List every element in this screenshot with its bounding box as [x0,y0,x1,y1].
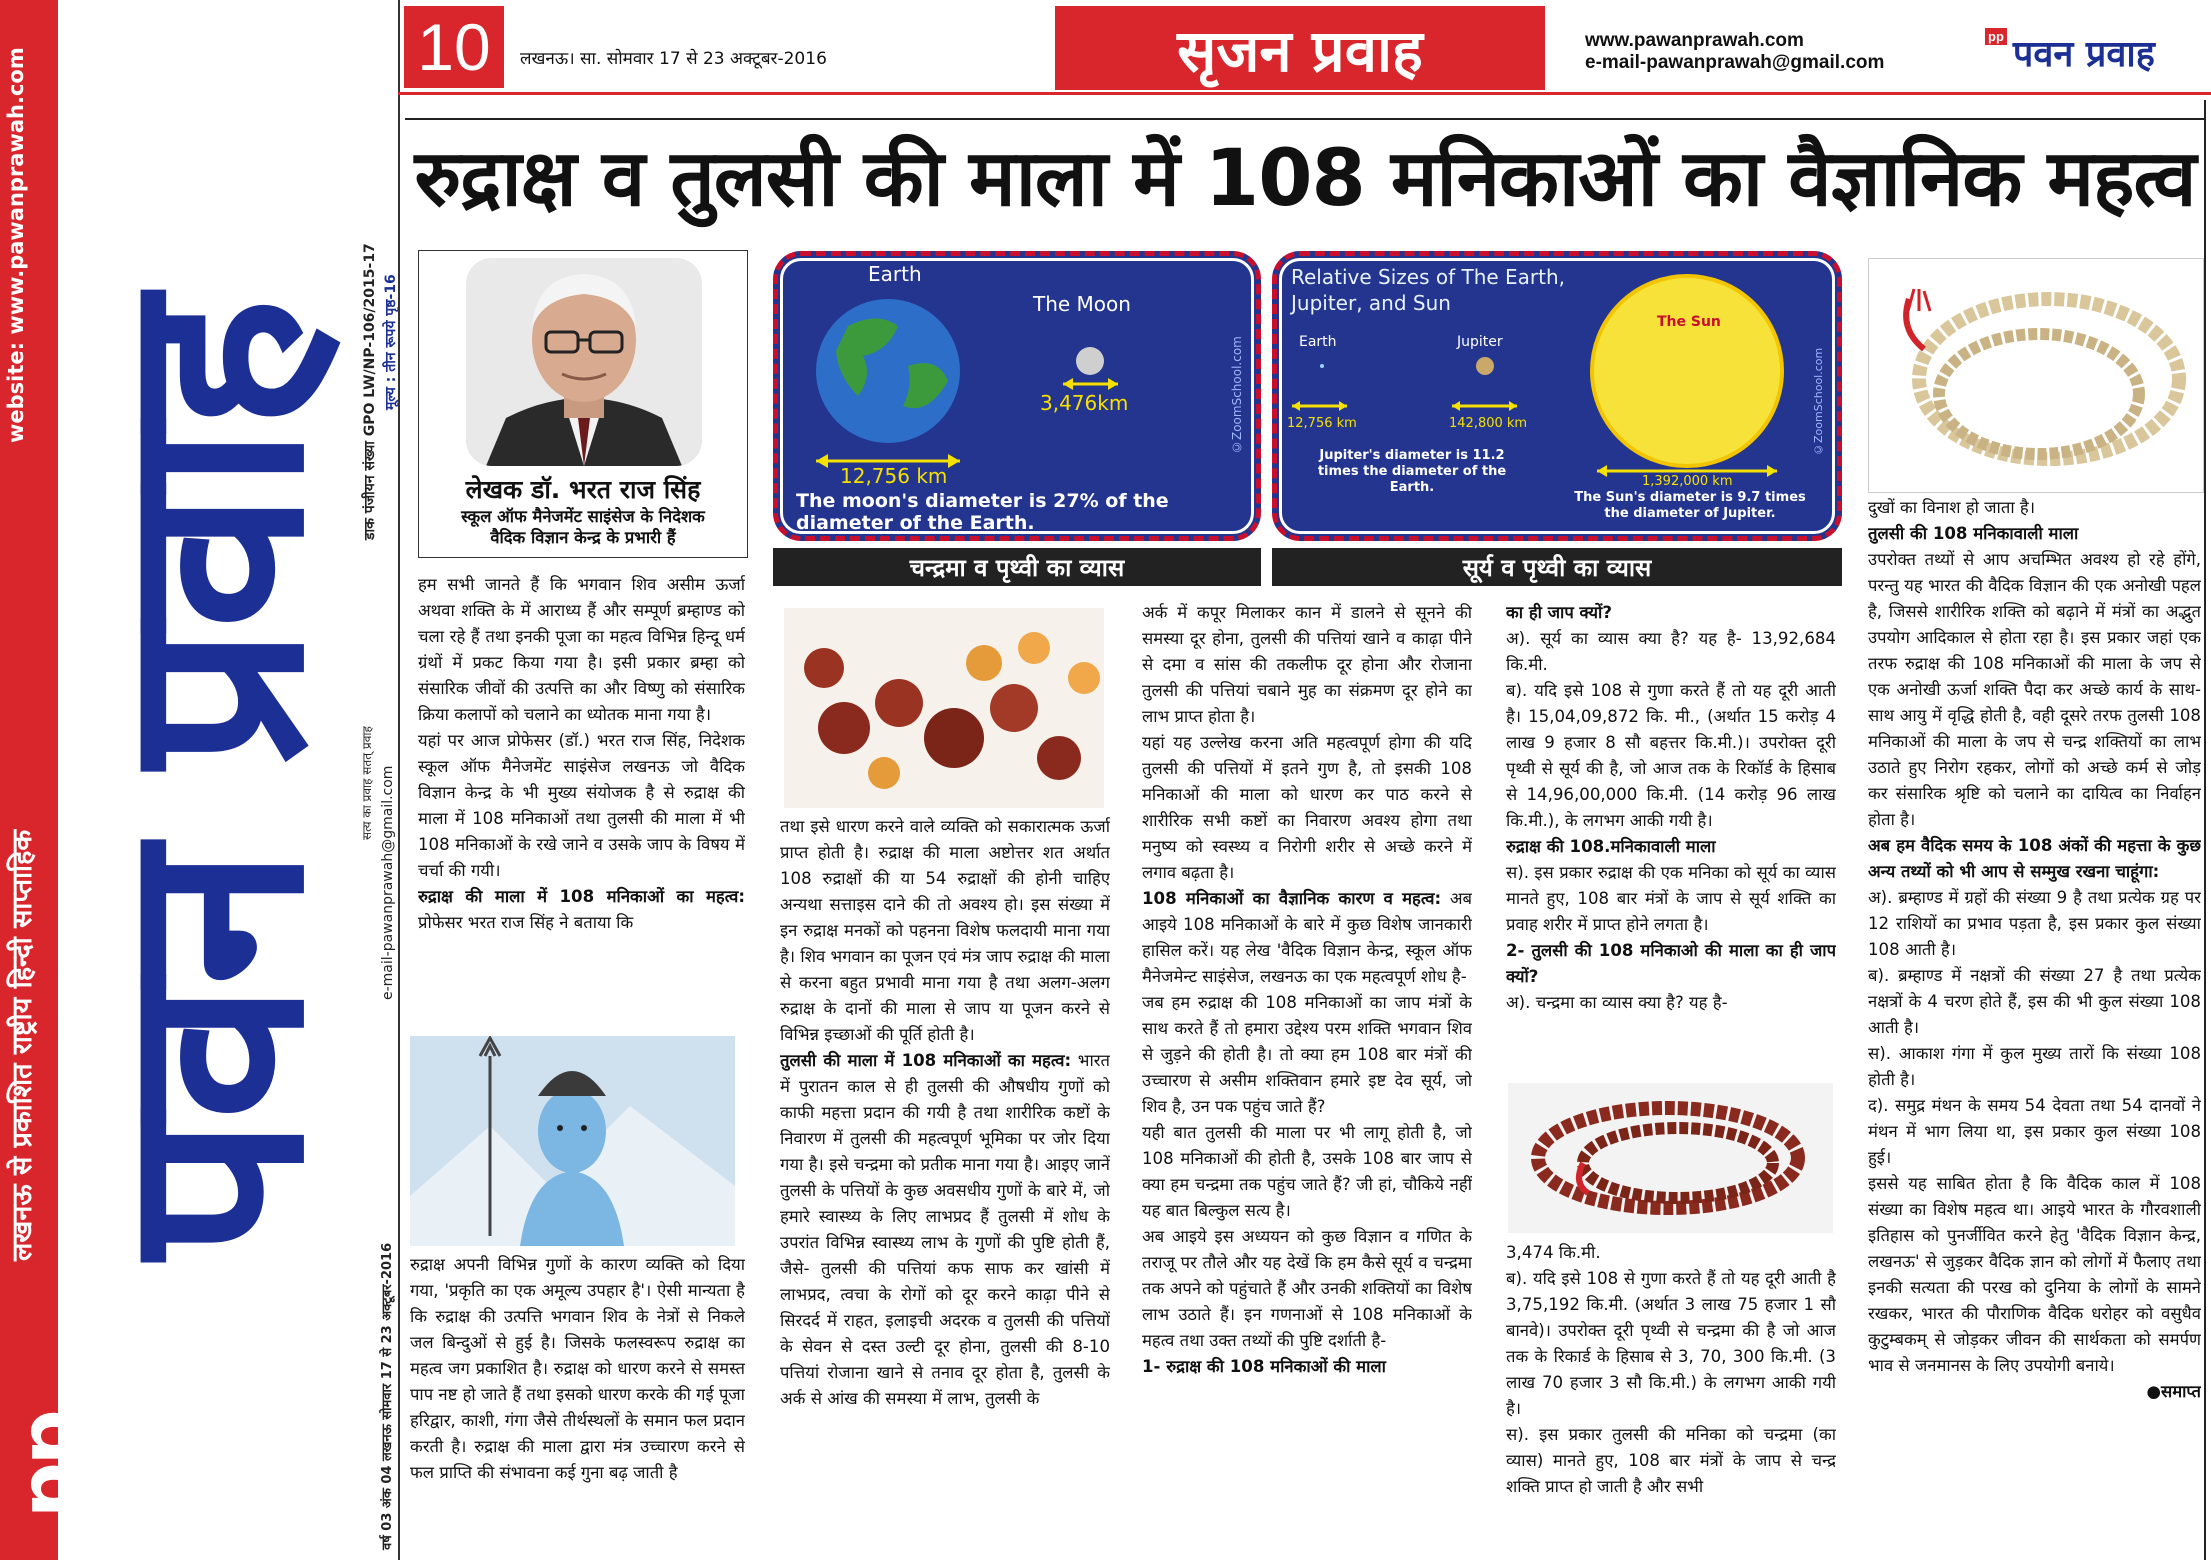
masthead-motto: सत्य का प्रवाह सतत् प्रवाह [359,726,374,840]
shiva-illustration [410,1036,735,1246]
col4-para-3: स). इस प्रकार रुद्राक्ष की एक मनिका को सूर्य का व्यास मानते हुए, 108 बार मंत्रों के जाप से सूर्य शक्ति का प्रवाह शरीर में प्राप्त होने लगता है। [1506,863,1836,934]
col5-para-6: द). समुद्र मंथन के समय 54 देवता तथा 54 दानवों ने मंथन में भाग लिया था, इस प्रकार कुल संख्या 108 हुई। [1868,1096,2201,1167]
page-number: 10 [404,6,504,88]
masthead-registration: डाक पंजीयन संख्या GPO LW/NP-106/2015-17 [361,243,378,540]
tulsi-mala-image [1868,258,2204,493]
credit-1: ©ZoomSchool.com [1230,336,1244,454]
col5-end-mark: ●समाप्त [2146,1382,2201,1401]
section-title: सृजन प्रवाह [1055,6,1545,90]
col5-para-4: ब). ब्रम्हाण्ड में नक्षत्रों की संख्या 27 है तथा प्रत्येक नक्षत्रों के 4 चरण होते हैं, इस की भी कुल संख्या 108 आती है। [1868,966,2201,1037]
col4-para-5: 3,474 कि.मी. [1506,1243,1601,1262]
col3-para-4: जब हम रुद्राक्ष की 108 मनिकाओं का जाप मंत्रों के साथ करते हैं तो हमारा उद्देश्य परम शक्ति भगवान शिव से जुड़ने की होती है। तो क्या हम 108 बार मंत्रों की उच्चारण से असीम शक्तिवान हमारे इष्ट देव सूर्य, जो शिव है, उन पक पहुंच जाते हैं? [1142,993,1472,1116]
masthead-website: website: www.pawanprawah.com [4,47,28,443]
col5-para-7: इससे यह साबित होता है कि वैदिक काल में 108 संख्या का विशेष महत्व था। आइये भारत के गौरवशाली इतिहास को पुनर्जीवित करने हेतु 'वैदिक विज्ञान केन्द्र, लखनऊ' से जुड़कर वैदिक ज्ञान को लोगों में फैलाए तथा इनकी सत्यता की परख को दुनिया के लोगों के सामने रखकर, भारत की पौराणिक वैदिक धरोहर को वसुधैव कुटुम्बकम् से जोड़कर जीवन की सार्थकता को समर्पण भाव से जनमानस के लिए उपयोगी बनाये। [1868,1174,2201,1375]
author-portrait-image [466,258,702,466]
tulsi-beads-illustration [1869,259,2204,493]
col5-para-2: उपरोक्त तथ्यों से आप अचम्भित अवश्य हो रहे होंगे, परन्तु यह भारत की वैदिक विज्ञान की एक अनोखी पहल है, जिससे शारीरिक शक्ति को बढ़ाने में मंत्रों का अद्भुत उपयोग आदिकाल से होता रहा है। इस प्रकार जहां एक तरफ रुद्राक्ष की 108 मनिकाओं की माला के जप से एक अनोखी ऊर्जा शक्ति पैदा कर अच्छे कार्य के साथ-साथ आयु में वृद्धि होती है, वही दूसरे तरफ तुलसी 108 मनिकाओं की माला के जप से चन्द्र शक्तियों का लाभ उठाते हुए निरोग रहकर, लोगों को अच्छे कर्म से जोड़ कर संसारिक श्रृष्टि को चलाने का दायित्व का निर्वाहन होता है। [1868,550,2201,829]
col2-subhead-1: तुलसी की माला में 108 मनिकाओं का महत्व: [780,1051,1072,1070]
label-earth-diameter: 12,756 km [840,464,948,488]
col3-para-5: यही बात तुलसी की माला पर भी लागू होती है, जो 108 मनिकाओं की होती है, उसके 108 बार जाप से क्या हम चन्द्रमा तक पहुंच जाते हैं? जी हां, चौकिये नहीं यह बात बिल्कुल सत्य है। [1142,1123,1472,1220]
fig2-jupiter-diameter: 142,800 km [1449,416,1528,431]
masthead-email: e-mail-pawanprawah@gmail.com [380,765,396,1000]
masthead-tagline: लखनऊ से प्रकाशित राष्ट्रीय हिन्दी साप्ताहिक [7,829,38,1261]
col4-para-2: ब). यदि इसे 108 से गुणा करते हैं तो यह दूरी आती है। 15,04,09,872 कि. मी., (अर्थात 15 करोड़ 4 लाख 9 हजार 8 सौ बहत्तर कि.मी.)। उपरोक्त दूरी पृथ्वी से सूर्य की है, जो आज तक के रिकॉर्ड के हिसाब से 14,96,00,000 कि.मी. (14 करोड़ 96 लाख कि.मी.), के लगभग आकी गयी है। [1506,681,1836,830]
fig2-jupiter-note: Jupiter's diameter is 11.2 times the diameter of the Earth. [1317,448,1507,495]
logo-pp: pp [1985,28,2007,45]
fig2-sun-note: The Sun's diameter is 9.7 times the diameter of Jupiter. [1574,490,1806,521]
col4-para-6: ब). यदि इसे 108 से गुणा करते हैं तो यह दूरी आती है 3,75,192 कि.मी. (अर्थात 3 लाख 75 हजार 1 सौ बानवे)। उपरोक्त दूरी पृथ्वी से चन्द्रमा की है जो आज तक के रिकार्ड के हिसाब से 3, 70, 300 कि.मी. (3 लाख 70 हजार 3 सौ कि.मी.) के लगभग आकी गयी है। [1506,1269,1836,1418]
earth-moon-figure [773,251,1261,541]
author-name: लेखक डॉ. भरत राज सिंह [465,475,701,504]
caption-sun-earth: सूर्य व पृथ्वी का व्यास [1272,548,1842,586]
column-4-top [1506,600,1836,1078]
masthead-title: पवन प्रवाह [68,301,359,1259]
fig2-sun-diameter: 1,392,000 km [1642,474,1733,489]
moon-earth-caption-en: The moon's diameter is 27% of the diameter of the Earth. [796,490,1169,534]
col2-para-2: भारत में पुरातन काल से ही तुलसी की औषधीय गुणों को काफी महत्ता प्रदान की गयी है तथा शारीरिक कष्टों के निवारण में तुलसी की महत्वपूर्ण भूमिका पर जोर दिया गया है। इसे चन्द्रमा को प्रतीक माना गया है। आइए जानें तुलसी के पत्तियों के कुछ अवसधीय गुणों के बारे में, जो हमारे स्वास्थ्य के लिए लाभप्रद हैं तुलसी में शोध के उपरांत विभिन्न स्वास्थ्य लाभ के गुणों की पुष्टि होती हैं, जैसे- तुलसी की पत्तियां कफ साफ कर खांसी में लाभप्रद, त्वचा के रोगों को दूर करने काढ़ा पीने से सिरदर्द में राहत, इलाइची अदरक व तुलसी की पत्तियों के सेवन से दस्त उल्टी दूर होना, तुलसी की 8-10 पत्तियां रोजाना खाने से तनाव दूर होता है, तुलसी के अर्क से आंख की समस्या में लाभ, तुलसी के [780,1051,1110,1408]
col1-para-3: प्रोफेसर भरत राज सिंह ने बताया कि [418,913,634,932]
label-earth: Earth [868,262,922,286]
col3-para-6: अब आइये इस अध्ययन को कुछ विज्ञान व गणित के तराजू पर तौले और यह देखें कि हम कैसे सूर्य व चन्द्रमा तक अपने को पहुंचाते हैं और उनकी शक्तियों का विशेष लाभ उठाते हैं। इन गणनाओं से 108 मनिकाओं के महत्व तथा उक्त तथ्यों की पुष्टि दर्शाती है- [1142,1227,1472,1350]
col4-subhead-2: रुद्राक्ष की 108.मनिकावाली माला [1506,837,1716,856]
col5-para-1: दुखों का विनाश हो जाता है। [1868,498,2035,517]
col5-para-5: स). आकाश गंगा में कुल मुख्य तारों कि संख्या 108 होती है। [1868,1044,2201,1089]
column-1-top [418,572,745,1032]
masthead-red-strip [0,0,94,1560]
col1-para-1: हम सभी जानते हैं कि भगवान शिव असीम ऊर्जा अथवा शक्ति के में आराध्य हैं और सम्पूर्ण ब्रम्हाण्ड को चला रहे हैं तथा इनकी पूजा का महत्व विभिन्न हिन्दू धर्म ग्रंथों में प्रकट किया गया है। इसी प्रकार ब्रम्हा को संसारिक जीवों की उत्पत्ति का और विष्णु को संसारिक क्रिया कलापों को चलाने का ध्योतक माना गया है। [418,575,745,724]
masthead-pp-logo: pp [4,1412,94,1518]
dateline: लखनऊ। सा. सोमवार 17 से 23 अक्टूबर-2016 [520,49,827,69]
author-designation: स्कूल ऑफ मैनेजमेंट साइंसेज के निदेशक वैदिक विज्ञान केन्द्र के प्रभारी हैं [461,507,705,547]
author-photo [466,258,702,466]
label-moon: The Moon [1033,292,1131,316]
masthead-price: मूल्य : तीन रूपये पृष्ठ-16 [382,274,399,410]
rudraksha-beads-illustration [784,608,1104,808]
col1-para-4: रुद्राक्ष अपनी विभिन्न गुणों के कारण व्यक्ति को दिया गया, 'प्रकृति का एक अमूल्य उपहार है'। ऐसी मान्यता है कि रुद्राक्ष की उत्पत्ति भगवान शिव के नेत्रों से निकले जल बिन्दुओं से हुई है। जिसके फलस्वरूप रुद्राक्ष का महत्व जग प्रकाशित है। रुद्राक्ष को धारण करने से समस्त पाप नष्ट हो जाते हैं तथा इसको धारण करके की गई पूजा हरिद्वार, काशी, गंगा जैसे तीर्थस्थलों के समान फल प्रदान करती है। रुद्राक्ष की माला द्वारा मंत्र उच्चारण करने से फल प्राप्ति की संभावना कई गुना बढ़ जाती है [410,1255,745,1482]
right-border [2204,100,2206,1560]
masthead-divider [398,0,400,1560]
column-2 [780,814,1110,1557]
column-5 [1868,495,2201,1557]
column-1-bottom [410,1252,745,1557]
col1-para-2: यहां पर आज प्रोफेसर (डॉ.) भरत राज सिंह, निदेशक स्कूल ऑफ मैनेजमेंट साइंसेज लखनऊ जो वैदिक विज्ञान केन्द्र के भी मुख्य संयोजक है से रुद्राक्ष की माला में 108 मनिकाओं तथा तुलसी की माला में भी 108 मनिकाओं के रखे जाने व उसके जाप के विषय में चर्चा की गयी। [418,731,745,880]
col4-subhead-1: का ही जाप क्यों? [1506,603,1612,622]
logo-text: पवन प्रवाह [2012,33,2155,75]
col3-para-1: अर्क में कपूर मिलाकर कान में डालने से सूनने की समस्या दूर होना, तुलसी की पत्तियां खाने व काढ़ा पीने से दमा व सांस की तकलीफ दूर होना और रोजाना तुलसी की पत्तियां चबाने मुह का संक्रमण दूर होने का लाभ प्राप्त होता है। [1142,603,1472,726]
headline: रुद्राक्ष व तुलसी की माला में 108 मनिकाओं का वैज्ञानिक महत्व [414,134,2196,224]
header-contact [1585,30,1884,74]
col3-para-3: अब आइये 108 मनिकाओं के बारे में कुछ विशेष जानकारी हासिल करें। यह लेख 'वैदिक विज्ञान केन्द्र, स्कूल ऑफ मैनेजमेन्ट साइंसेज, लखनऊ का एक महत्वपूर्ण शोध है- [1142,889,1472,986]
col3-subhead-1: 108 मनिकाओं का वैज्ञानिक कारण व महत्व: [1142,889,1442,908]
col1-subhead-1: रुद्राक्ष की माला में 108 मनिकाओं का महत्व: [418,887,745,906]
column-4-bottom [1506,1240,1836,1557]
fig2-earth-diameter: 12,756 km [1287,416,1357,431]
fig2-title: Relative Sizes of The Earth, Jupiter, and Sun [1291,265,1566,315]
col5-subhead-1: तुलसी की 108 मनिकावाली माला [1868,524,2079,543]
header-email: e-mail-pawanprawah@gmail.com [1585,52,1885,73]
label-moon-diameter: 3,476km [1040,391,1129,415]
col2-para-1: तथा इसे धारण करने वाले व्यक्ति को सकारात्मक ऊर्जा प्राप्त होती है। रुद्राक्ष की माला अष्टोत्तर शत अर्थात 108 रुद्राक्षों की या 54 रुद्राक्षों की होनी चाहिए अन्यथा सत्ताइस दाने की तो अवश्य हो। इस संख्या में इन रुद्राक्ष मनकों को पहनना विशेष फलदायी माना गया है। शिव भगवान का पूजन एवं मंत्र जाप रुद्राक्ष की माला से करना बहुत प्रभावी माना गया है तथा अलग-अलग रुद्राक्ष के दानों की माला से जाप या पूजन करने से विभिन्न इच्छाओं की पूर्ति होती है। [780,817,1110,1044]
col5-para-3: अ). ब्रम्हाण्ड में ग्रहों की संख्या 9 है तथा प्रत्येक ग्रह पर 12 राशियों का प्रभाव पड़ता है, इस प्रकार कुल संख्या 108 आती है। [1868,888,2201,959]
credit-2: ©ZoomSchool.com [1812,347,1825,456]
header-website: www.pawanprawah.com [1585,30,1804,51]
rule [405,118,2205,120]
header-logo [1985,28,2195,76]
masthead-issue: वर्ष 03 अंक 04 लखनऊ सोमवार 17 से 23 अक्टूबर-2016 [380,1242,395,1550]
col3-para-2: यहां यह उल्लेख करना अति महत्वपूर्ण होगा की यदि तुलसी की पत्तियों में इतने गुण है, तो इसकी 108 मनिकाओं की माला को धारण कर पाठ करने से शारीरिक सभी कष्टों का निवारण अवश्य होगा तथा मनुष्य को स्वस्थ्य व निरोगी शरीर से अच्छे करने में लगाव बढ़ता है। [1142,733,1472,882]
col4-subhead-3: 2- तुलसी की 108 मनिकाओ की माला का ही जाप क्यों? [1506,941,1836,986]
sun-jupiter-earth-figure [1272,251,1842,541]
rudraksha-mala-illustration [1508,1083,1833,1233]
col5-subhead-2: अब हम वैदिक समय के 108 अंकों की महत्ता के कुछ अन्य तथ्यों को भी आप से सम्मुख रखना चाहूंगा: [1868,836,2201,881]
column-3 [1142,600,1472,1557]
col4-para-4: अ). चन्द्रमा का व्यास क्या है? यह है- [1506,993,1728,1012]
col3-subhead-2: 1- रुद्राक्ष की 108 मनिकाओं की माला [1142,1357,1386,1376]
fig2-sun: The Sun [1657,314,1721,330]
col4-para-7: स). इस प्रकार तुलसी की मनिका को चन्द्रमा (का व्यास) मानते हुए, 108 बार मंत्रों के जाप से चन्द्र शक्ति प्राप्त हो जाती है और सभी [1506,1425,1836,1496]
rudraksha-mala-image [1508,1083,1833,1233]
fig2-earth: Earth [1299,334,1337,350]
fig2-jupiter: Jupiter [1457,334,1503,350]
shiva-image [410,1036,735,1246]
rudraksha-image [784,608,1104,808]
caption-moon-earth: चन्द्रमा व पृथ्वी का व्यास [773,548,1261,586]
col4-para-1: अ). सूर्य का व्यास क्या है? यह है- 13,92,684 कि.मी. [1506,629,1836,674]
